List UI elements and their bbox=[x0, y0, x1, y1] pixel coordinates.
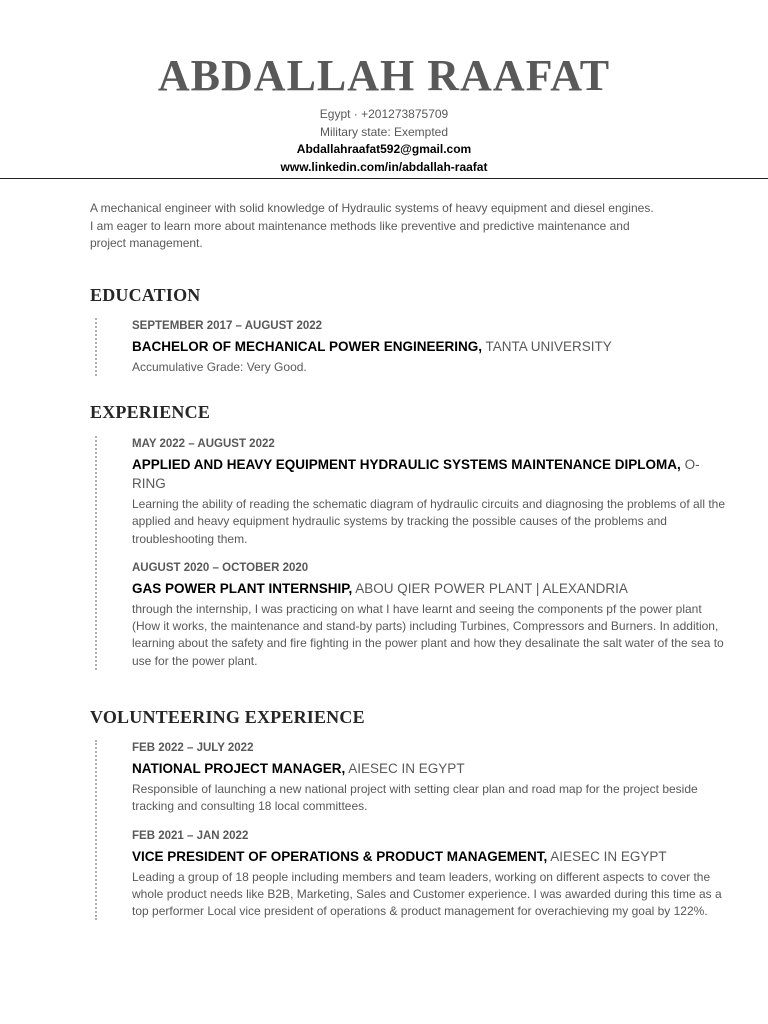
entry-description: Responsible of launching a new national project with setting clear plan and road map for the project beside tracking and consulting 18 local committees. bbox=[132, 782, 698, 814]
experience-section bbox=[95, 436, 732, 670]
volunteering-heading: VOLUNTEERING EXPERIENCE bbox=[90, 707, 365, 727]
resume-header bbox=[0, 0, 768, 176]
entry-dates: SEPTEMBER 2017 – AUGUST 2022 bbox=[132, 320, 323, 332]
entry-role: APPLIED AND HEAVY EQUIPMENT HYDRAULIC SYSTEMS MAINTENANCE DIPLOMA, bbox=[132, 457, 681, 472]
entry-org: ABOU QIER POWER PLANT | ALEXANDRIA bbox=[355, 580, 628, 596]
entry-org: TANTA UNIVERSITY bbox=[485, 339, 612, 354]
experience-heading: EXPERIENCE bbox=[90, 402, 211, 422]
volunteering-section bbox=[95, 740, 732, 920]
entry-description: Learning the ability of reading the schematic diagram of hydraulic circuits and diagnosing the problems of all the applied and heavy equipment hydraulic systems by tracking the possible causes of the problems and troubleshooting them. bbox=[132, 497, 726, 546]
entry-dates: FEB 2022 – JULY 2022 bbox=[132, 742, 254, 754]
candidate-name: ABDALLAH RAAFAT bbox=[157, 51, 611, 100]
summary-paragraph: A mechanical engineer with solid knowledge of Hydraulic systems of heavy equipment and diesel engines. I am eager to learn more about maintenance methods like preventive and predictive maintenance and project management. bbox=[90, 201, 654, 250]
volunteering-entry bbox=[132, 740, 732, 816]
email-link[interactable]: Abdallahraafat592@gmail.com bbox=[296, 142, 472, 156]
entry-title bbox=[132, 759, 732, 778]
volunteering-entry bbox=[132, 828, 732, 921]
entry-org: AIESEC IN EGYPT bbox=[550, 848, 667, 864]
education-section bbox=[95, 318, 732, 376]
location-phone: Egypt · +201273875709 bbox=[319, 107, 449, 121]
contact-block bbox=[0, 106, 768, 176]
linkedin-link[interactable]: www.linkedin.com/in/abdallah-raafat bbox=[280, 159, 488, 174]
entry-description: through the internship, I was practicing on what I have learnt and seeing the components pf the power plant (How it works, the maintenance and stand-by parts) including Turbines, Compressors and Burners. In addition, learning about the safety and fire fighting in the power plant and how they desalinate the salt water of the sea to use for the power plant. bbox=[132, 601, 724, 668]
entry-dates: FEB 2021 – JAN 2022 bbox=[132, 829, 249, 842]
education-entry bbox=[132, 318, 732, 376]
entry-title bbox=[132, 579, 732, 598]
entry-description: Leading a group of 18 people including members and team leaders, working on different aspects to cover the whole product needs like B2B, Marketing, Sales and Customer experience. I was awarded during this time as a top performer Local vice president of operations & product management for overachieving my goal by 122%. bbox=[132, 869, 722, 919]
entry-title bbox=[132, 337, 732, 356]
entry-description: Accumulative Grade: Very Good. bbox=[132, 360, 307, 374]
entry-role: GAS POWER PLANT INTERNSHIP, bbox=[132, 580, 353, 596]
entry-title bbox=[132, 847, 732, 866]
entry-role: BACHELOR OF MECHANICAL POWER ENGINEERING, bbox=[132, 339, 483, 354]
entry-dates: AUGUST 2020 – OCTOBER 2020 bbox=[132, 561, 309, 574]
entry-role: NATIONAL PROJECT MANAGER, bbox=[132, 761, 346, 776]
entry-org: O-RING bbox=[132, 457, 700, 491]
entry-role: VICE PRESIDENT OF OPERATIONS & PRODUCT MANAGEMENT, bbox=[132, 848, 548, 864]
experience-entry bbox=[132, 560, 732, 670]
education-heading: EDUCATION bbox=[90, 285, 201, 305]
military-status: Military state: Exempted bbox=[319, 124, 449, 139]
entry-org: AIESEC IN EGYPT bbox=[348, 761, 465, 776]
entry-title bbox=[132, 455, 732, 493]
entry-dates: MAY 2022 – AUGUST 2022 bbox=[132, 438, 275, 450]
experience-entry bbox=[132, 436, 732, 548]
header-divider bbox=[0, 178, 768, 179]
